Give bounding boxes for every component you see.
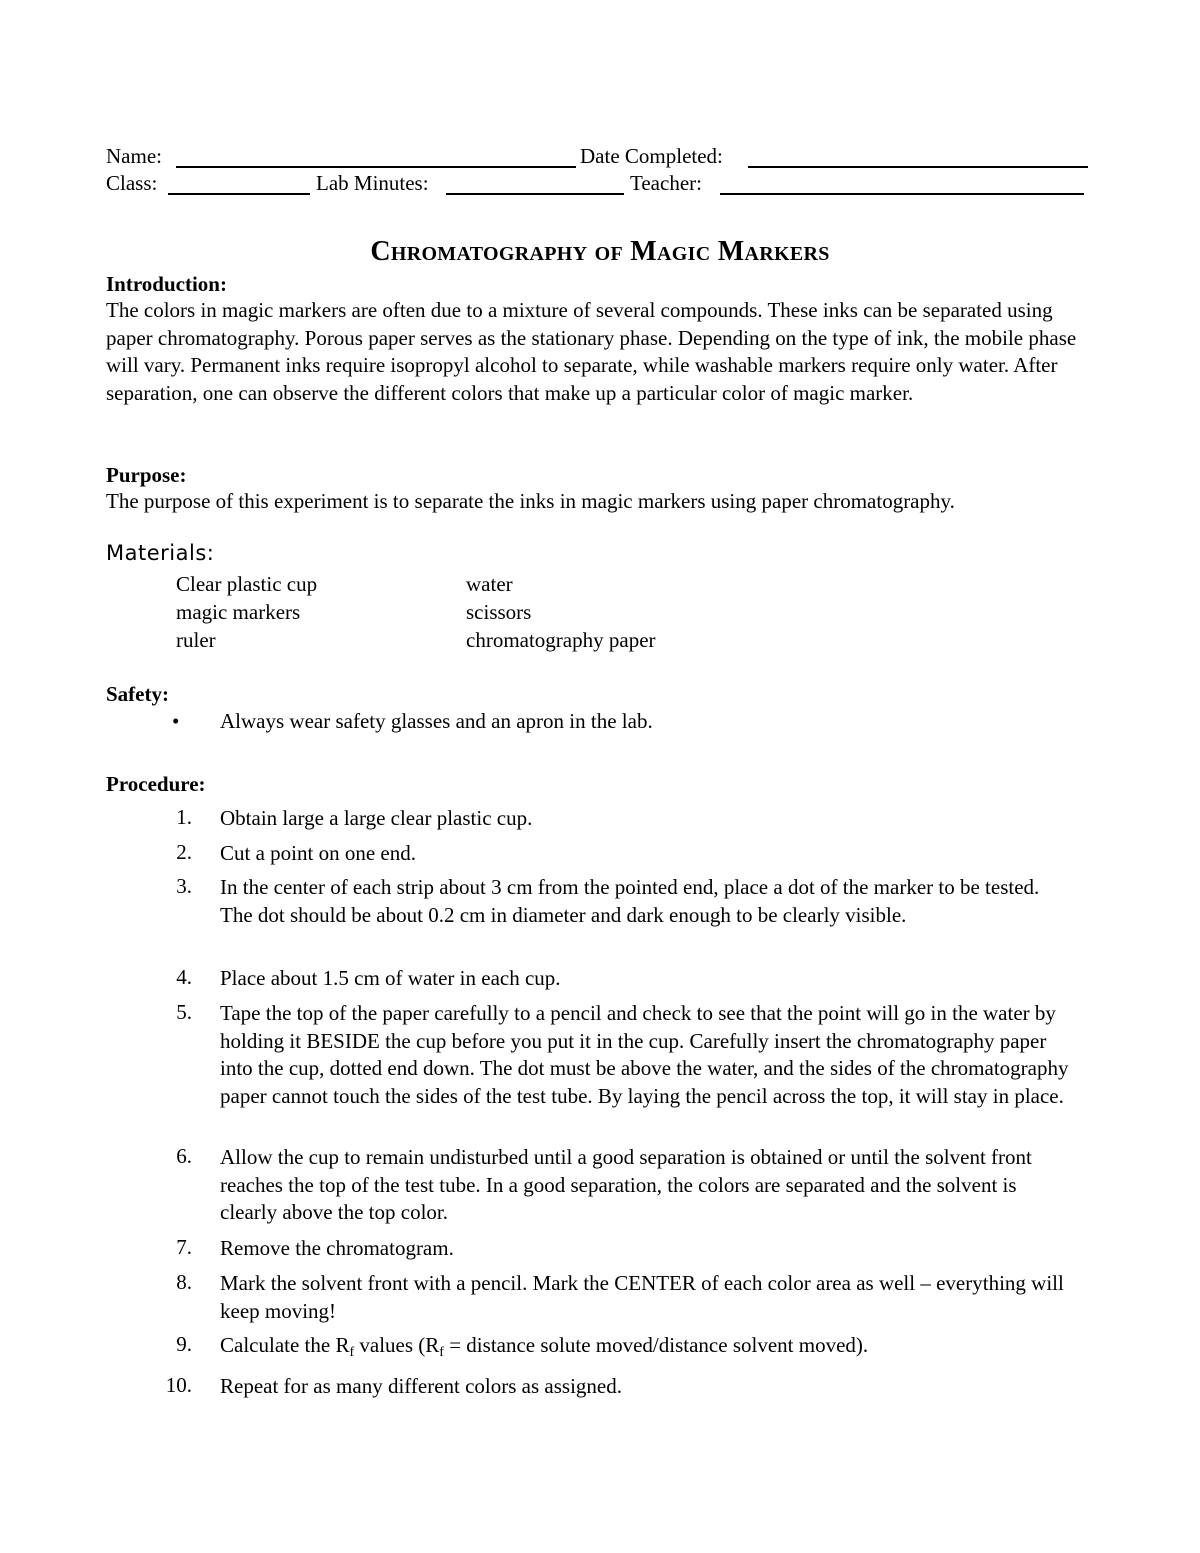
page-title: Chromatography of Magic Markers [370, 236, 830, 267]
step-number: 9. [176, 1332, 192, 1356]
step-number: 4. [176, 965, 192, 989]
name-blank[interactable] [176, 146, 576, 168]
step-text: Mark the solvent front with a pencil. Mark the CENTER of each color area as well – everything will keep moving! [220, 1271, 1064, 1323]
step-text: Obtain large a large clear plastic cup. [220, 806, 533, 830]
material-item: scissors [466, 600, 532, 624]
step-text: Remove the chromatogram. [220, 1236, 454, 1260]
step-text: Cut a point on one end. [220, 841, 416, 865]
step-number: 3. [176, 874, 192, 898]
material-item: chromatography paper [466, 628, 656, 652]
materials-heading: Materials: [106, 541, 215, 565]
teacher-blank[interactable] [720, 173, 1084, 195]
class-blank[interactable] [168, 173, 310, 195]
step-text: Calculate the $R_f$ values ($R_f$ = distance solute moved/distance solvent moved). [220, 1333, 869, 1360]
purpose-text: The purpose of this experiment is to separate the inks in magic markers using paper chromatography. [106, 489, 955, 513]
step-text: In the center of each strip about 3 cm from the pointed end, place a dot of the marker to be tested. The dot should be about 0.2 cm in diameter and dark enough to be clearly visible. [220, 875, 1040, 927]
step-number: 5. [176, 1000, 192, 1024]
step-text: Place about 1.5 cm of water in each cup. [220, 966, 561, 990]
step-number: 2. [176, 840, 192, 864]
step-number: 6. [176, 1144, 192, 1168]
bullet-icon: • [172, 709, 180, 733]
lab-minutes-label: Lab Minutes: [316, 171, 429, 195]
materials-list-left [176, 570, 317, 654]
material-item: magic markers [176, 600, 301, 624]
date-completed-label: Date Completed: [580, 144, 723, 168]
material-item: water [466, 572, 513, 596]
step-number: 7. [176, 1235, 192, 1259]
introduction-heading: Introduction: [106, 272, 227, 296]
step-number: 10. [165, 1373, 192, 1397]
material-item: Clear plastic cup [176, 572, 318, 596]
introduction-text: The colors in magic markers are often due to a mixture of several compounds. These inks can be separated using paper chromatography. Porous paper serves as the stationary phase. Depending on the type of ink, the mobile phase will vary. Permanent inks require isopropyl alcohol to separate, while washable markers require only water. After separation, one can observe the different colors that make up a particular color of magic marker. [106, 298, 1077, 405]
teacher-label: Teacher: [630, 171, 702, 195]
purpose-heading: Purpose: [106, 463, 187, 487]
date-completed-blank[interactable] [748, 146, 1088, 168]
step-text: Tape the top of the paper carefully to a pencil and check to see that the point will go in the water by holding it BESIDE the cup before you put it in the cup. Carefully insert the chromatography paper into the cup, dotted end down. The dot must be above the water, and the sides of the chromatography paper cannot touch the sides of the test tube. By laying the pencil across the top, it will stay in place. [220, 1001, 1069, 1108]
procedure-heading: Procedure: [106, 772, 206, 796]
step-text: Allow the cup to remain undisturbed until a good separation is obtained or until the solvent front reaches the top of the test tube. In a good separation, the colors are separated and the solvent is clearly above the top color. [220, 1145, 1032, 1224]
material-item: ruler [176, 628, 216, 652]
step-number: 8. [176, 1270, 192, 1294]
step-number: 1. [176, 805, 192, 829]
safety-item-text: Always wear safety glasses and an apron in the lab. [220, 709, 653, 733]
class-label: Class: [106, 171, 158, 195]
lab-minutes-blank[interactable] [446, 173, 624, 195]
materials-list-right [466, 570, 656, 654]
step-text: Repeat for as many different colors as assigned. [220, 1374, 622, 1398]
safety-heading: Safety: [106, 682, 169, 706]
name-label: Name: [106, 144, 162, 168]
